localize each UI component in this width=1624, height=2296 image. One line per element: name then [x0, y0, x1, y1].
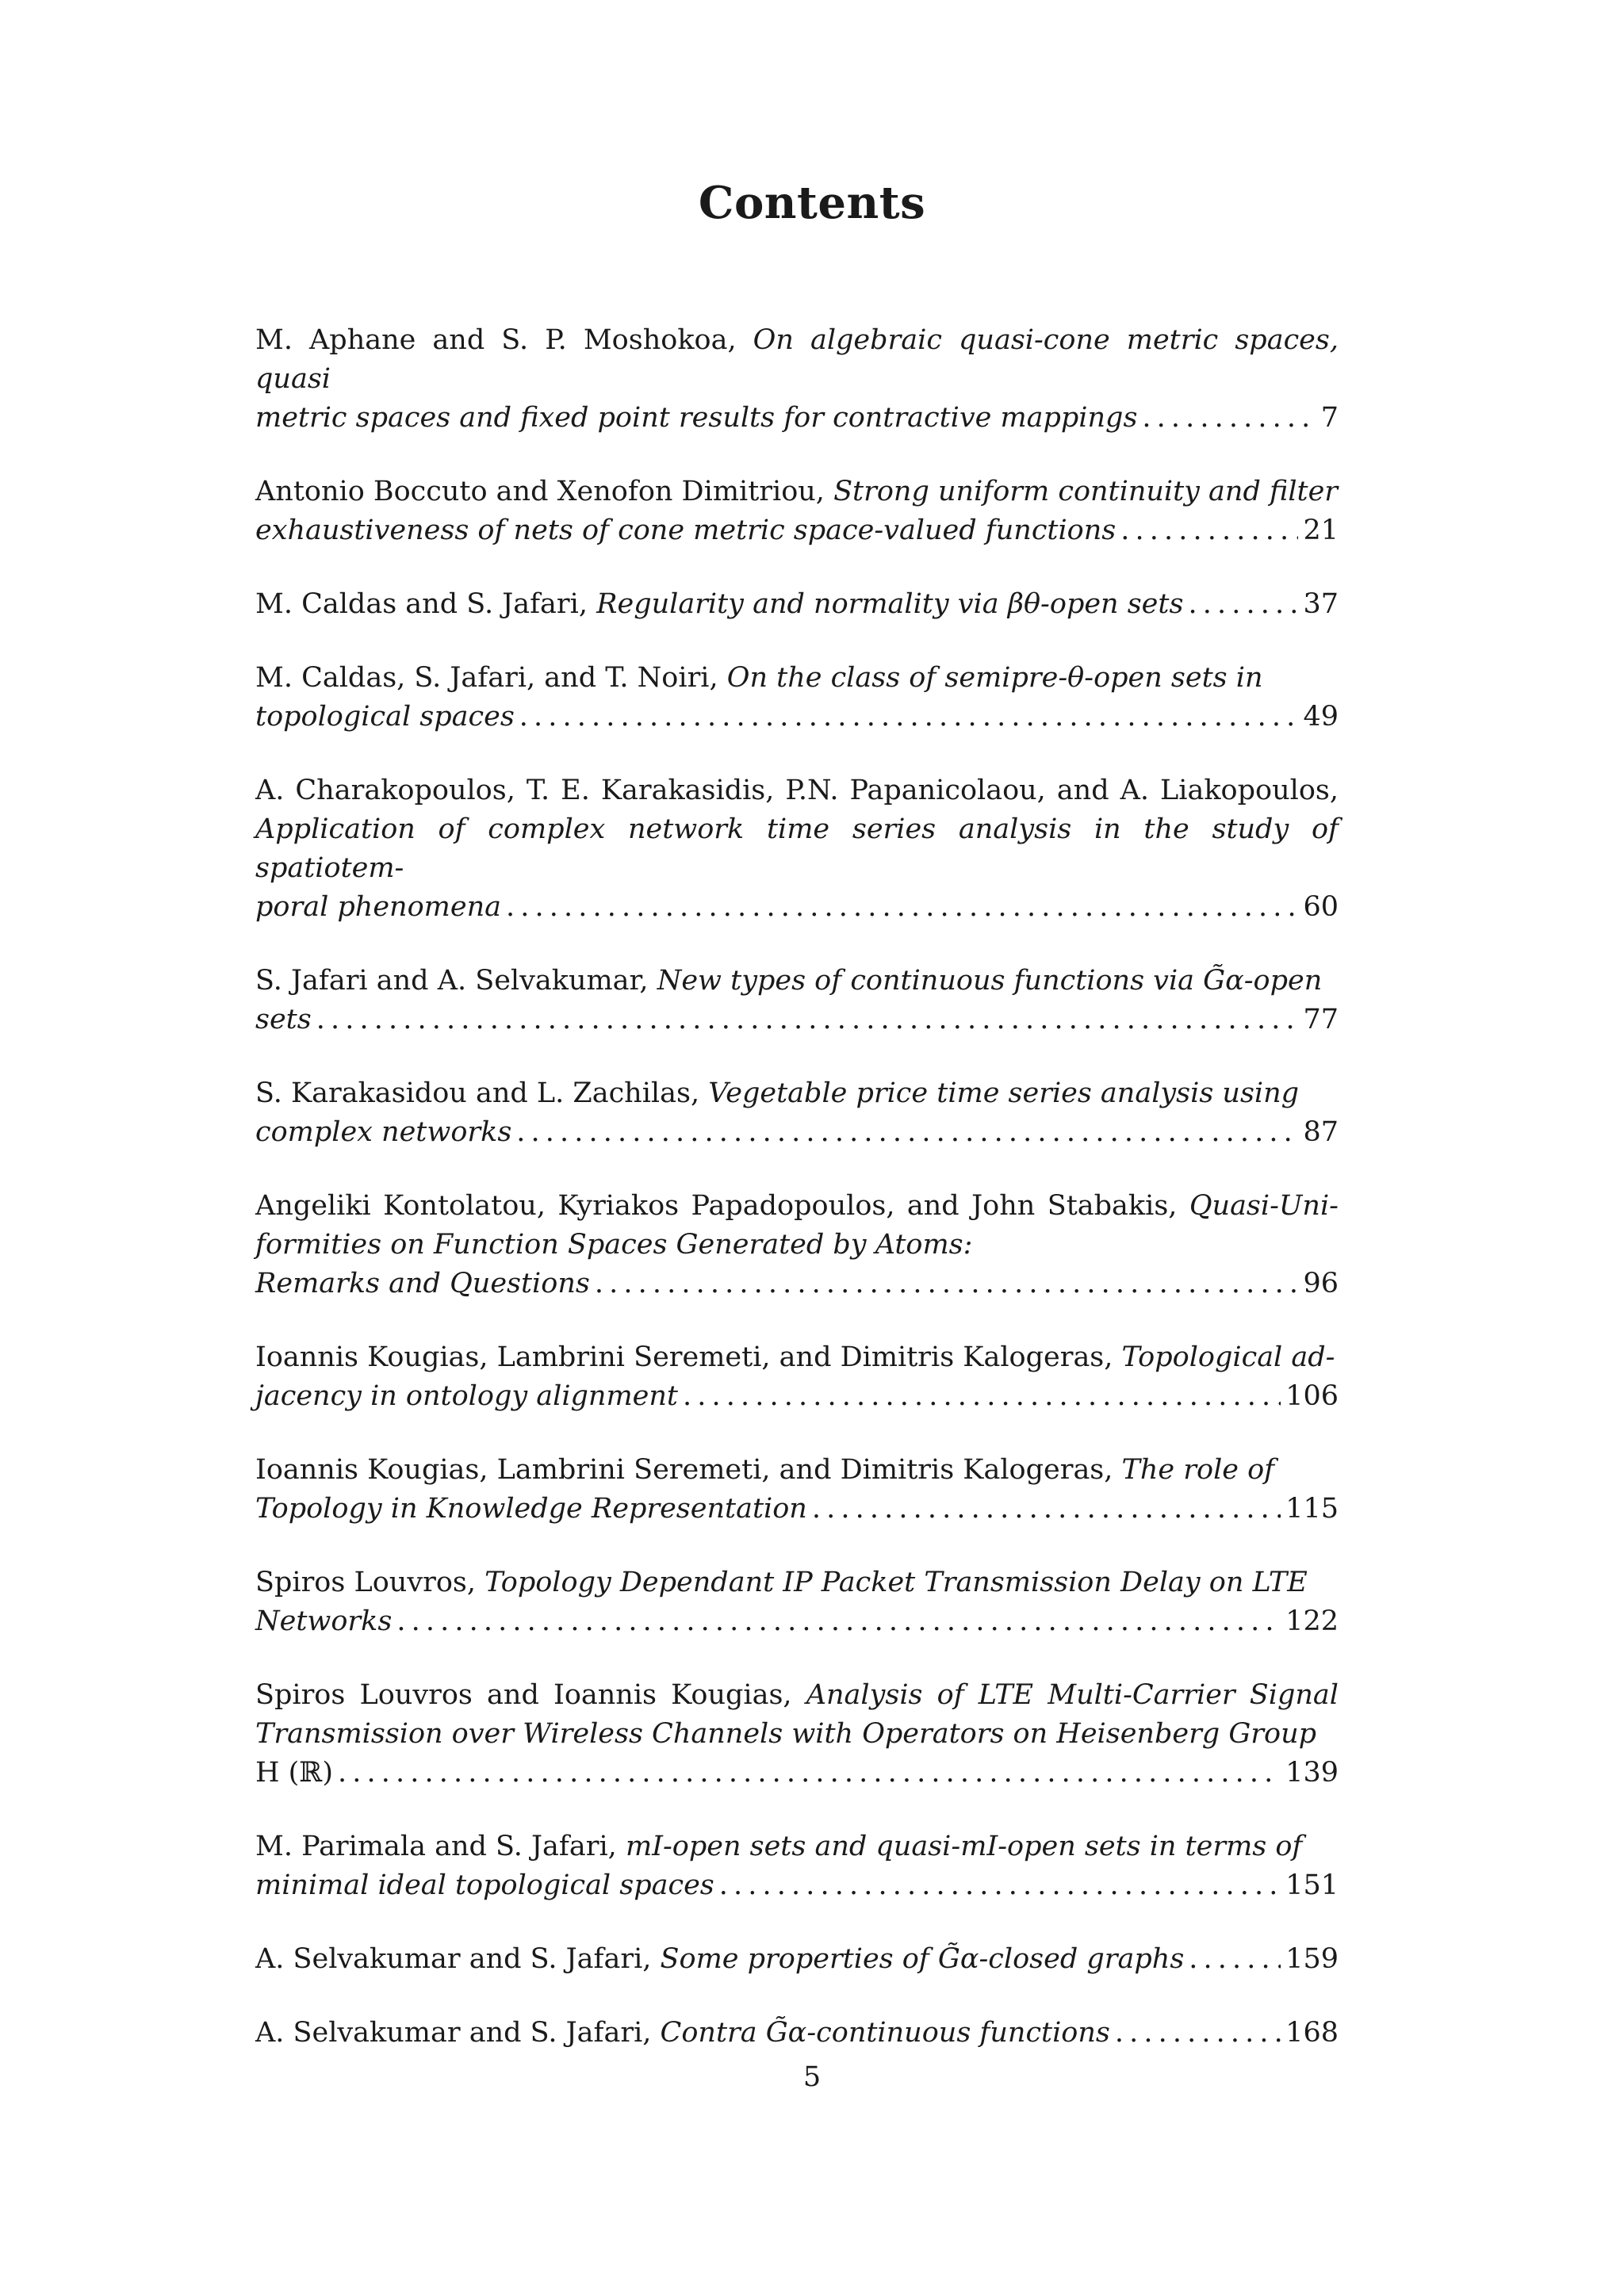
entry-title-end: topological spaces [255, 701, 515, 733]
entry-authors: S. Jafari and A. Selvakumar, [255, 965, 649, 997]
toc-entry[interactable] [255, 1338, 1339, 1416]
entry-page: 168 [1285, 2017, 1339, 2049]
dot-leader [396, 1602, 1281, 1641]
dot-leader [316, 1001, 1299, 1039]
entry-authors: A. Selvakumar and S. Jafari, [255, 1943, 652, 1975]
entry-authors: M. Caldas and S. Jafari, [255, 588, 588, 620]
entry-page: 87 [1303, 1116, 1339, 1148]
entry-authors: M. Aphane and S. P. Moshokoa, [255, 324, 737, 356]
toc-entry[interactable] [255, 1074, 1339, 1152]
dot-leader [812, 1490, 1281, 1529]
entry-title: Analysis of LTE Multi-Carrier Signal Transmission over Wireless Channels with Operators on Heisenberg Group [255, 1679, 1339, 1750]
entry-page: 60 [1303, 891, 1339, 923]
entry-title: Some properties of G̃α-closed graphs [660, 1943, 1185, 1975]
toc-entry[interactable] [255, 771, 1339, 927]
entry-title-end: minimal ideal topological spaces [255, 1869, 714, 1901]
table-of-contents [255, 321, 1339, 2087]
entry-authors: A. Selvakumar and S. Jafari, [255, 2017, 652, 2049]
toc-entry[interactable] [255, 2014, 1339, 2053]
entry-title: Topological ad- [1121, 1341, 1335, 1373]
dot-leader [1189, 1940, 1281, 1979]
entry-title-end: Remarks and Questions [255, 1268, 590, 1299]
dot-leader [595, 1265, 1299, 1303]
toc-entry[interactable] [255, 585, 1339, 624]
entry-authors: Antonio Boccuto and Xenofon Dimitriou, [255, 476, 825, 507]
toc-entry[interactable] [255, 1827, 1339, 1905]
entry-authors: Spiros Louvros and Ioannis Kougias, [255, 1679, 792, 1711]
page-number: 5 [802, 2061, 822, 2093]
entry-authors: A. Charakopoulos, T. E. Karakasidis, P.N. Papanicolaou, and A. Liakopoulos, [255, 775, 1339, 806]
entry-authors: Ioannis Kougias, Lambrini Seremeti, and Dimitris Kalogeras, [255, 1454, 1113, 1486]
entry-authors: Ioannis Kougias, Lambrini Seremeti, and Dimitris Kalogeras, [255, 1341, 1113, 1373]
entry-title-end: Networks [255, 1605, 393, 1637]
toc-entry[interactable] [255, 321, 1339, 438]
toc-entry[interactable] [255, 962, 1339, 1039]
dot-leader [683, 1377, 1281, 1416]
toc-entry[interactable] [255, 1451, 1339, 1529]
entry-authors: Spiros Louvros, [255, 1567, 476, 1598]
toc-entry[interactable] [255, 473, 1339, 550]
entry-title: Strong uniform continuity and filter [833, 476, 1339, 507]
entry-page: 159 [1285, 1943, 1339, 1975]
toc-entry[interactable] [255, 1676, 1339, 1793]
entry-page: 115 [1285, 1493, 1339, 1525]
entry-page: 7 [1320, 402, 1339, 434]
entry-title-end: poral phenomena [255, 891, 501, 923]
entry-title: mI-open sets and quasi-mI-open sets in terms of [625, 1831, 1303, 1862]
entry-title: Contra G̃α-continuous functions [660, 2017, 1110, 2049]
entry-title-end: H (ℝ) [255, 1757, 334, 1789]
entry-title: Regularity and normality via βθ-open sets [596, 588, 1184, 620]
entry-page: 139 [1285, 1757, 1339, 1789]
entry-title: On algebraic quasi-cone metric spaces, quasi [255, 324, 1339, 395]
entry-authors: S. Karakasidou and L. Zachilas, [255, 1077, 700, 1109]
entry-title-end: metric spaces and fixed point results for contractive mappings [255, 402, 1138, 434]
dot-leader [516, 1113, 1298, 1152]
entry-title: Topology Dependant IP Packet Transmission Delay on LTE [485, 1567, 1308, 1598]
entry-authors: M. Parimala and S. Jafari, [255, 1831, 617, 1862]
toc-entry[interactable] [255, 1940, 1339, 1979]
entry-title: Quasi-Uni- formities on Function Spaces Generated by Atoms: [255, 1190, 1339, 1261]
toc-entry[interactable] [255, 1563, 1339, 1641]
entry-page: 122 [1285, 1605, 1339, 1637]
entry-page: 37 [1303, 588, 1339, 620]
dot-leader [1115, 2014, 1281, 2053]
entry-authors: Angeliki Kontolatou, Kyriakos Papadopoulos, and John Stabakis, [255, 1190, 1178, 1222]
dot-leader [506, 888, 1298, 927]
entry-title: Vegetable price time series analysis using [708, 1077, 1300, 1109]
entry-page: 77 [1303, 1004, 1339, 1035]
entry-page: 106 [1285, 1380, 1339, 1412]
entry-page: 96 [1303, 1268, 1339, 1299]
dot-leader [1120, 511, 1298, 550]
entry-title-end: complex networks [255, 1116, 512, 1148]
entry-title-end: exhaustiveness of nets of cone metric space-valued functions [255, 515, 1116, 546]
entry-page: 21 [1303, 515, 1339, 546]
toc-entry[interactable] [255, 659, 1339, 737]
entry-page: 151 [1285, 1869, 1339, 1901]
dot-leader [719, 1866, 1281, 1905]
entry-title: On the class of semipre-θ-open sets in [726, 662, 1263, 694]
entry-title: New types of continuous functions via G̃α-open [657, 965, 1323, 997]
entry-authors: M. Caldas, S. Jafari, and T. Noiri, [255, 662, 718, 694]
dot-leader [1142, 399, 1316, 438]
entry-title: The role of [1121, 1454, 1275, 1486]
page-title: Contents [698, 177, 926, 229]
dot-leader [519, 698, 1299, 737]
entry-title-end: Topology in Knowledge Representation [255, 1493, 807, 1525]
toc-entry[interactable] [255, 1187, 1339, 1303]
entry-page: 49 [1303, 701, 1339, 733]
entry-title-end: sets [255, 1004, 312, 1035]
dot-leader [1188, 585, 1298, 624]
entry-title-end: jacency in ontology alignment [255, 1380, 678, 1412]
entry-title: Application of complex network time series analysis in the study of spatiotem- [255, 813, 1339, 884]
dot-leader [338, 1754, 1281, 1793]
